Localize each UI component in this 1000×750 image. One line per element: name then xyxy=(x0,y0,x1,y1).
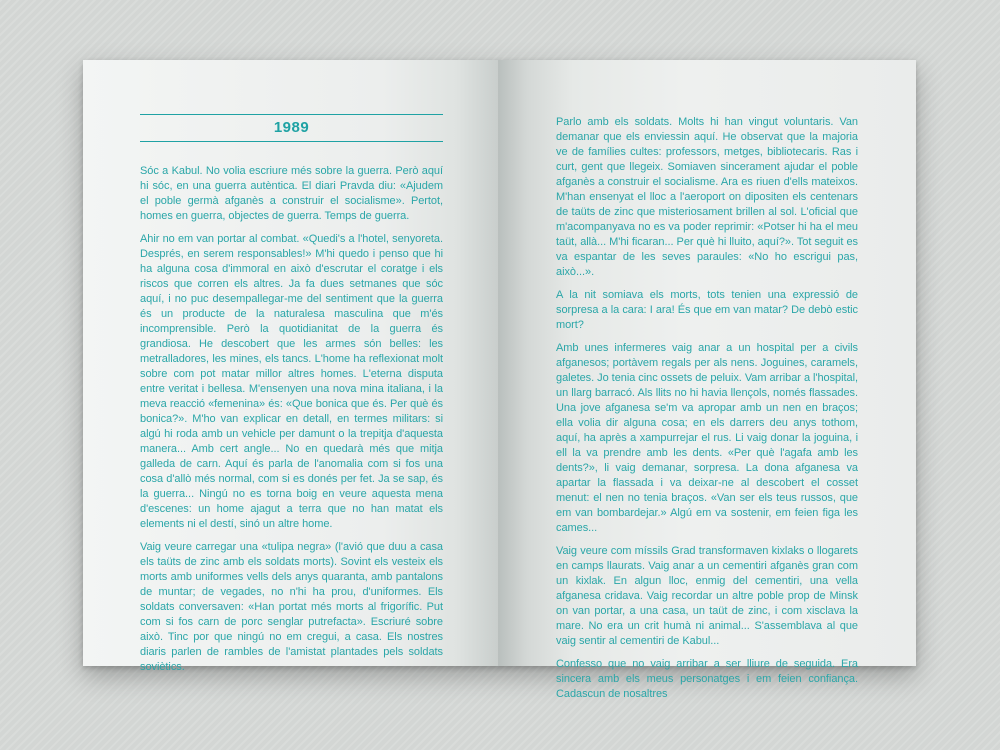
left-page-text xyxy=(140,164,443,683)
paragraph: Vaig veure carregar una «tulipa negra» (l'avió que duu a casa els taüts de zinc amb els soldats morts). Sovint els vesteix els morts amb uniformes vells dels anys quaranta, amb pantalons de muntar; de vegades, no n'hi ha prou, d'uniformes. Els soldats conversaven: «Han portat més morts al frigorífic. Put com si fos carn de porc senglar putrefacta». Escriuré sobre això. Tinc por que ningú no em cregui, a casa. Els nostres diaris parlen de rambles de l'amistat plantades pels soldats soviètics. xyxy=(140,541,443,673)
left-page xyxy=(83,60,498,673)
heading-rule-bottom xyxy=(140,141,443,142)
chapter-heading xyxy=(140,114,443,142)
right-page-text xyxy=(556,115,858,710)
paragraph: Parlo amb els soldats. Molts hi han vingut voluntaris. Van demanar que els enviessin aquí. He observat que la majoria ve de famílies cultes: professors, metges, bibliotecaris. Ras i curt, gent que llegeix. Somiaven sincerament ajudar el poble afganès a construir el socialisme. Ara es riuen d'ells mateixos. M'han ensenyat el lloc a l'aeroport on dipositen els centenars de taüts de zinc que misteriosament brillen al sol. L'oficial que m'acompanyava no es va poder reprimir: «Potser hi ha el meu taüt, allà... M'hi ficaran... Per què hi lluito, aquí?». Tot seguit es va espantar de les seves paraules: «No ho escrigui pas, això...». xyxy=(556,116,858,278)
right-page xyxy=(498,60,916,700)
paragraph: Confesso que no vaig arribar a ser lliure de seguida. Era sincera amb els meus personatges i em feien confiança. Cadascun de nosaltres xyxy=(556,658,858,700)
paragraph: Amb unes infermeres vaig anar a un hospital per a civils afganesos; portàvem regals per als nens. Joguines, caramels, galetes. Jo tenia cinc ossets de peluix. Vam arribar a l'hospital, un llarg barracó. Als llits no hi havia llençols, només flassades. Una jove afganesa se'm va apropar amb un nen en braços; ella volia dir alguna cosa; en els darrers deu anys tothom, aquí, ha après a xampurrejar el rus. Li vaig donar la joguina, i ell la va prendre amb les dents. «Per què l'agafa amb les dents?», li vaig demanar, sorpresa. La dona afganesa va apartar la flassada i va deixar-ne al descobert el cosset menut: el nen no tenia braços. «Van ser els teus russos, que em van bombardejar.» Algú em va sostenir, em feien figa les cames... xyxy=(556,342,858,534)
paragraph: Ahir no em van portar al combat. «Quedi's a l'hotel, senyoreta. Després, en serem responsables!» M'hi quedo i penso que hi ha alguna cosa d'immoral en això d'escrutar el coratge i els riscos que corren els altres. Ja fa dues setmanes que sóc aquí, i no puc desempallegar-me del sentiment que la guerra és un producte de la naturalesa masculina que m'és incomprensible. Però la quotidianitat de la guerra és grandiosa. He descobert que les armes són belles: les metralladores, les mines, els tancs. L'home ha reflexionat molt sobre com pot matar millor altres homes. L'eterna disputa entre veritat i bellesa. M'ensenyen una nova mina italiana, i la meva reacció «femenina» és: «Que bonica que és. Per què és bonica?». M'ho van explicar en detall, en termes militars: si algú hi roda amb un vehicle per damunt o la trepitja d'aquesta manera... Amb cert angle... No en quedarà més que mitja galleda de carn. Aquí és parla de l'anomalia com si fos una cosa d'allò més normal, com si es donés per fet. Ja se sap, és la guerra... Ningú no es torna boig en veure aquesta mena d'escenes: un home ajagut a terra que no han matat els elements ni el destí, sinó un altre home. xyxy=(140,233,443,530)
paragraph: A la nit somiava els morts, tots tenien una expressió de sorpresa a la cara: I ara! És que em van matar? De debò estic mort? xyxy=(556,289,858,331)
chapter-year: 1989 xyxy=(273,119,310,136)
paragraph: Sóc a Kabul. No volia escriure més sobre la guerra. Però aquí hi sóc, en una guerra autèntica. El diari Pravda diu: «Ajudem el poble germà afganès a construir el socialisme». Pertot, homes en guerra, objectes de guerra. Temps de guerra. xyxy=(140,165,443,222)
open-book xyxy=(83,60,916,700)
paragraph: Vaig veure com míssils Grad transformaven kixlaks o llogarets en camps llaurats. Vaig anar a un cementiri afganès gran com un kixlak. En algun lloc, enmig del cementiri, una vella afganesa cridava. Vaig recordar un altre poble prop de Minsk on van portar, a una casa, un taüt de zinc, i com xisclava la mare. No era un crit humà ni animal... S'assemblava al que vaig sentir al cementiri de Kabul... xyxy=(556,545,858,647)
